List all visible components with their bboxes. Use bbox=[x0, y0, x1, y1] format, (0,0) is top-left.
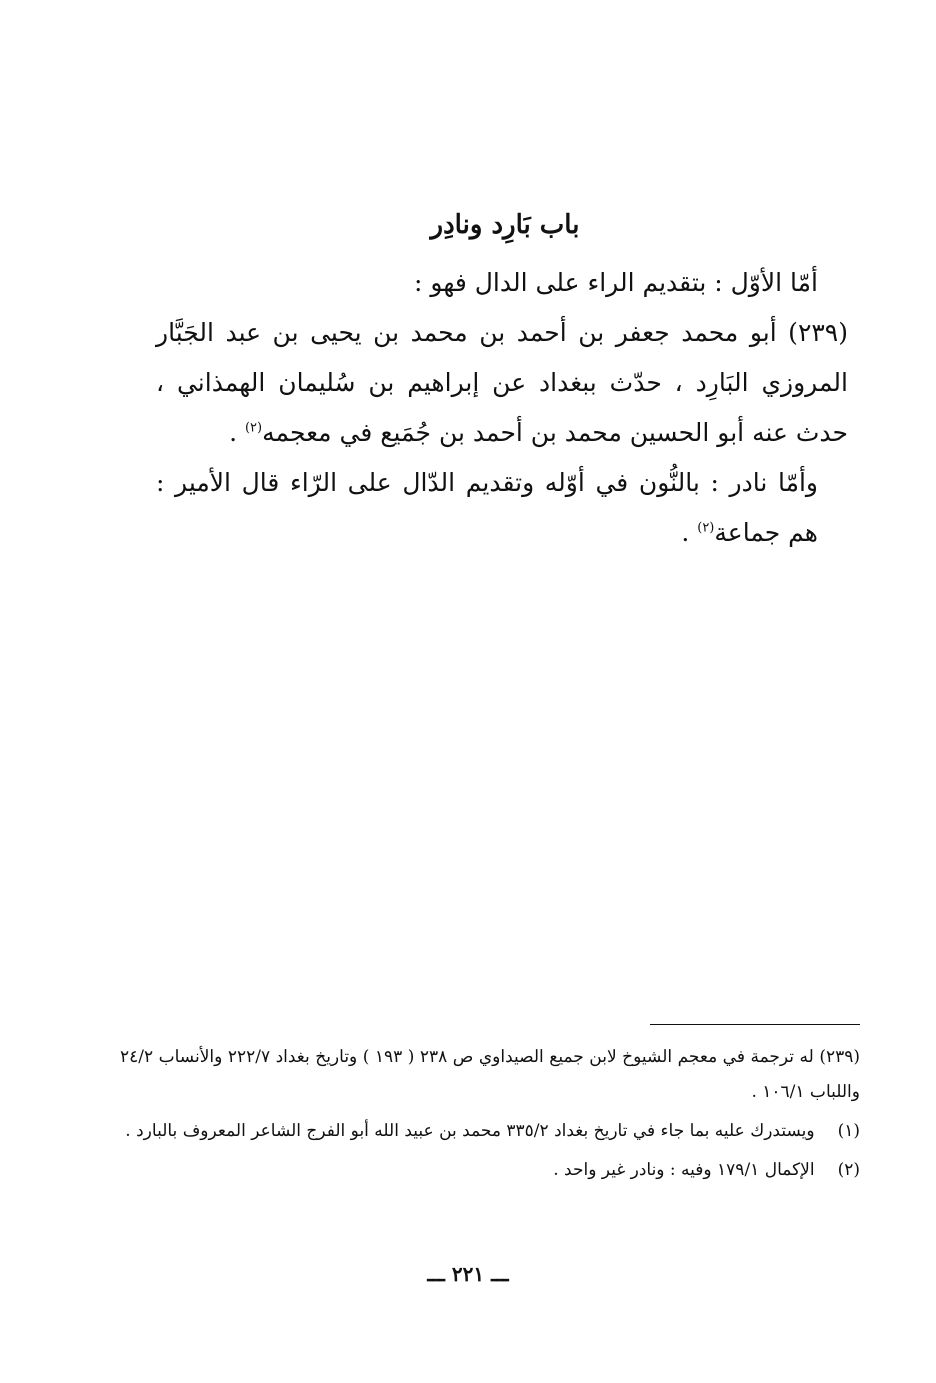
chapter-title: باب بَارِد ونادِر bbox=[430, 210, 580, 241]
footnote-text: الإكمال ١٧٩/١ وفيه : ونادر غير واحد . bbox=[553, 1160, 815, 1180]
footnote-item bbox=[120, 1040, 860, 1110]
entry-text: أبو محمد جعفر بن أحمد بن محمد بن يحيى بن عبد الجَبَّار المروزي البَارِد ، حدّث ببغداد عن إبراهيم بن سُليمان الهمذاني ، حدث عنه أبو الحسين محمد بن أحمد بن جُمَيع في معجمه bbox=[156, 318, 848, 447]
entry-239 bbox=[156, 308, 848, 458]
footnote-text: له ترجمة في معجم الشيوخ لابن جميع الصيداوي ص ٢٣٨ ( ١٩٣ ) وتاريخ بغداد ٢٢٢/٧ والأنساب ٢٤/٢ واللباب ١٠٦/١ . bbox=[120, 1047, 860, 1102]
page-number: ـــ ٢٢١ ـــ bbox=[427, 1262, 509, 1286]
footnote-reference[interactable]: (٢) bbox=[244, 420, 263, 436]
footnote-reference[interactable]: (٢) bbox=[697, 520, 715, 536]
footnote-item bbox=[120, 1114, 860, 1149]
main-text bbox=[156, 258, 848, 558]
second-section-text: وأمّا نادر : بالنُّون في أوّله وتقديم الدّال على الرّاء قال الأمير : هم جماعة bbox=[156, 468, 818, 547]
second-section-end-punct: . bbox=[681, 518, 698, 547]
footnote-marker: (٢٣٩) bbox=[819, 1047, 860, 1067]
second-section-intro bbox=[156, 458, 848, 558]
footnote-item bbox=[120, 1153, 860, 1188]
first-section-intro: أمّا الأوّل : بتقديم الراء على الدال فهو : bbox=[414, 268, 818, 297]
footnote-separator bbox=[650, 1024, 860, 1025]
footnotes bbox=[120, 1040, 860, 1192]
footnote-marker: (٢) bbox=[837, 1160, 860, 1180]
entry-end-punct: . bbox=[229, 418, 245, 447]
footnote-text: ويستدرك عليه بما جاء في تاريخ بغداد ٣٣٥/٢ محمد بن عبيد الله أبو الفرج الشاعر المعروف بالبارد . bbox=[125, 1121, 815, 1141]
footnote-marker: (١) bbox=[837, 1121, 860, 1141]
entry-number: (٢٣٩) bbox=[788, 318, 848, 347]
